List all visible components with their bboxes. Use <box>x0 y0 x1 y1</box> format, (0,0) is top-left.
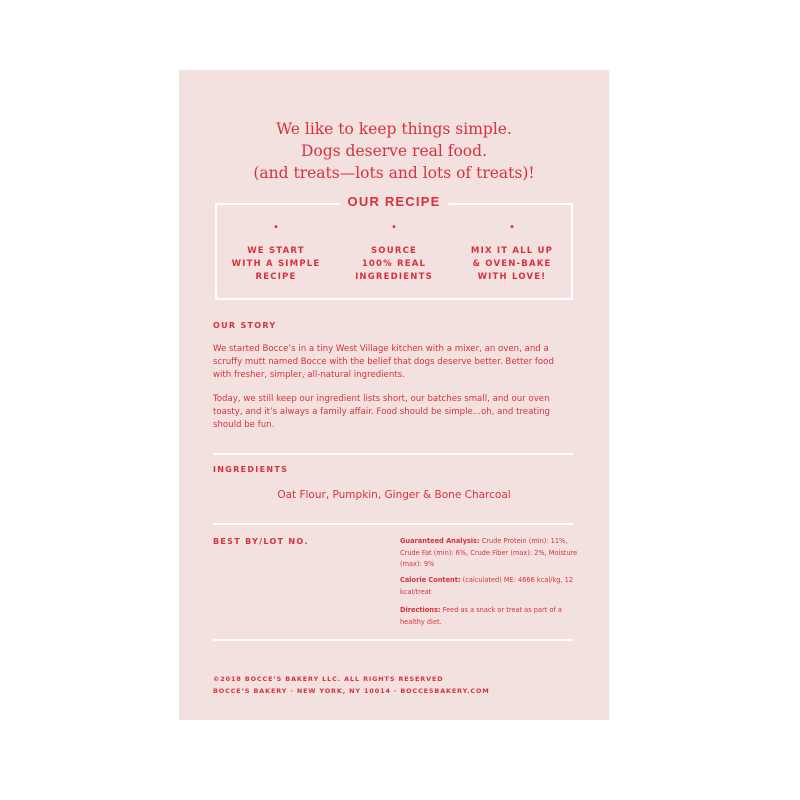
divider <box>213 523 573 525</box>
bullet-dot: • <box>392 222 396 233</box>
directions <box>400 605 578 628</box>
recipe-step-3 <box>453 223 571 284</box>
directions-label: Directions: <box>400 606 441 614</box>
calorie-content-label: Calorie Content: <box>400 576 461 584</box>
recipe-box <box>215 194 573 300</box>
tagline-line-2: Dogs deserve real food. <box>300 142 487 160</box>
recipe-step-2 <box>335 223 453 284</box>
ingredients-list: Oat Flour, Pumpkin, Ginger & Bone Charcoal <box>277 489 511 501</box>
recipe-step-line: & OVEN-BAKE <box>472 259 552 269</box>
package-back-panel <box>179 70 609 720</box>
divider <box>213 639 573 641</box>
divider <box>213 453 573 455</box>
directions-text: Feed as a snack or treat as part of a healthy diet. <box>400 606 562 626</box>
recipe-title: OUR RECIPE <box>340 194 449 209</box>
tagline-line-1: We like to keep things simple. <box>276 120 512 138</box>
recipe-steps <box>217 223 571 284</box>
story-paragraph-1: We started Bocce’s in a tiny West Village kitchen with a mixer, an oven, and a scruffy mutt named Bocce with the belief that dogs deserve better. Better food with fresher, simpler, all-natural ingredients. <box>213 344 554 380</box>
tagline <box>179 118 609 184</box>
recipe-step-line: RECIPE <box>255 272 297 282</box>
ingredients-label: INGREDIENTS <box>213 465 289 474</box>
recipe-step-line: WITH LOVE! <box>477 272 547 282</box>
calorie-content <box>400 575 578 598</box>
guaranteed-analysis-label: Guaranteed Analysis: <box>400 537 480 545</box>
recipe-step-text <box>453 245 571 284</box>
recipe-step-text <box>335 245 453 284</box>
recipe-step-line: MIX IT ALL UP <box>470 246 554 256</box>
recipe-step-line: 100% REAL <box>361 259 427 269</box>
bullet-dot: • <box>510 222 514 233</box>
recipe-step-1 <box>217 223 335 284</box>
guaranteed-analysis-text: Crude Protein (min): 11%, Crude Fat (min): 6%, Crude Fiber (max): 2%, Moisture (max): 9% <box>400 537 578 568</box>
recipe-step-line: WE START <box>247 246 305 256</box>
recipe-step-line: WITH A SIMPLE <box>231 259 321 269</box>
story-paragraph-2: Today, we still keep our ingredient lists short, our batches small, and our oven toasty, and it’s always a family affair. Food should be simple...oh, and treating should be fun. <box>213 394 551 430</box>
guaranteed-analysis <box>400 536 578 571</box>
recipe-step-text <box>217 245 335 284</box>
address-line: BOCCE’S BAKERY · NEW YORK, NY 10014 · BOCCESBAKERY.COM <box>213 687 490 695</box>
tagline-line-3: (and treats—lots and lots of treats)! <box>253 164 535 182</box>
bullet-dot: • <box>274 222 278 233</box>
calorie-content-text: (calculated) ME: 4666 kcal/kg, 12 kcal/treat <box>400 576 574 596</box>
recipe-step-line: SOURCE <box>370 246 418 256</box>
copyright-line: ©2018 BOCCE’S BAKERY LLC. ALL RIGHTS RESERVED <box>213 675 444 683</box>
best-by-label: BEST BY/LOT NO. <box>213 537 309 546</box>
story-label: OUR STORY <box>213 321 277 330</box>
recipe-step-line: INGREDIENTS <box>355 272 433 282</box>
